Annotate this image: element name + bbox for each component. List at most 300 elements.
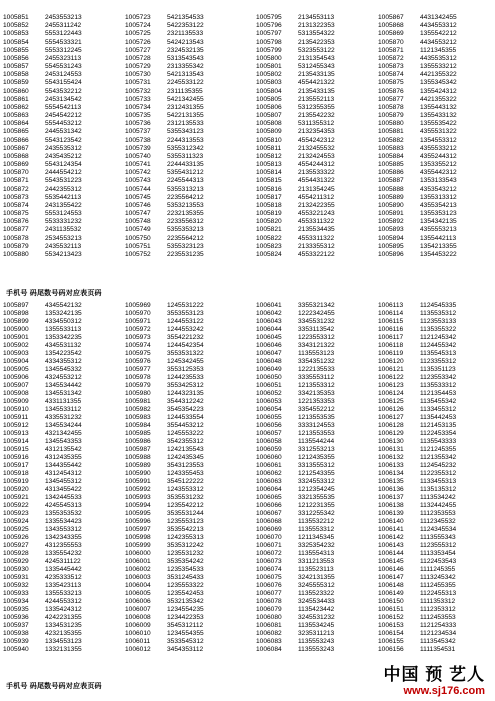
- table-row: [256, 582, 376, 590]
- table-row: [378, 210, 495, 218]
- row-code: 2244433135: [167, 161, 204, 169]
- table-row: [378, 350, 495, 358]
- row-number: 1005747: [125, 210, 151, 218]
- row-code: 4312454312: [45, 470, 82, 477]
- table-row: [125, 39, 245, 47]
- table-row: [125, 210, 245, 218]
- row-number: 1005811: [256, 144, 282, 152]
- row-number: 1005874: [378, 71, 404, 79]
- row-number: 1006148: [378, 582, 404, 589]
- table-row: [256, 186, 376, 194]
- row-code: 5554533321: [45, 38, 82, 46]
- row-number: 1005872: [3, 185, 29, 193]
- table-row: [256, 398, 376, 406]
- row-number: 1006041: [256, 302, 282, 309]
- row-code: 1132442455: [420, 502, 457, 509]
- row-number: 1006149: [378, 590, 404, 597]
- table-row: [125, 137, 245, 145]
- row-number: 1005859: [3, 79, 29, 87]
- row-number: 1006079: [256, 606, 282, 613]
- row-code: 1354453222: [420, 250, 457, 258]
- row-number: 1005925: [3, 526, 29, 533]
- row-code: 1355442113: [420, 234, 457, 242]
- row-number: 1006071: [256, 542, 282, 549]
- row-code: 1111353312: [420, 598, 456, 605]
- table-row: [3, 14, 123, 22]
- row-number: 1006147: [378, 574, 404, 581]
- row-code: 1112345532: [420, 518, 456, 525]
- row-code: 1123555312: [420, 542, 457, 549]
- table-row: [378, 47, 495, 55]
- table-row: [125, 574, 245, 582]
- row-number: 1005993: [125, 494, 151, 501]
- row-code: 2135433135: [298, 87, 335, 95]
- table-row: [125, 350, 245, 358]
- row-code: 2244313553: [167, 136, 204, 144]
- table-row: [378, 145, 495, 153]
- row-number: 1005987: [125, 446, 151, 453]
- row-number: 1006004: [125, 582, 151, 589]
- row-number: 1006144: [378, 550, 404, 557]
- table-row: [3, 30, 123, 38]
- row-code: 1353242135: [45, 310, 82, 317]
- row-code: 1124455342: [420, 342, 457, 349]
- table-row: [3, 502, 123, 510]
- row-code: 1112353312: [420, 606, 456, 613]
- row-number: 1006133: [378, 462, 404, 469]
- row-code: 1334531235: [45, 622, 82, 629]
- row-number: 1005989: [125, 462, 151, 469]
- table-row: [378, 550, 495, 558]
- watermark-title: 中国 预 艺人: [383, 665, 485, 684]
- row-number: 1005999: [125, 542, 151, 549]
- row-code: 1121355342: [420, 454, 457, 461]
- row-number: 1005867: [3, 144, 29, 152]
- row-code: 4355442312: [420, 169, 457, 177]
- row-number: 1005823: [256, 242, 282, 250]
- table-row: [256, 218, 376, 226]
- table-row: [378, 112, 495, 120]
- row-code: 5312355355: [298, 103, 335, 111]
- row-code: 1355443132: [420, 103, 457, 111]
- row-code: 5421354533: [167, 14, 204, 21]
- watermark: [384, 660, 485, 697]
- table-row: [125, 646, 245, 654]
- row-code: 3535542213: [167, 526, 204, 533]
- table-row: [125, 218, 245, 226]
- row-number: 1005728: [125, 54, 151, 62]
- row-number: 1006130: [378, 438, 404, 445]
- row-number: 1005816: [256, 185, 282, 193]
- table-row: [256, 510, 376, 518]
- table-row: [125, 542, 245, 550]
- table-row: [256, 30, 376, 38]
- row-number: 1006120: [378, 358, 404, 365]
- row-code: 5554542113: [45, 103, 82, 111]
- row-code: 1122453543: [420, 558, 457, 565]
- row-number: 1005878: [378, 103, 404, 111]
- row-number: 1006141: [378, 526, 404, 533]
- table-row: [378, 638, 495, 646]
- table-row: [125, 342, 245, 350]
- row-code: 1335554232: [45, 550, 82, 557]
- row-number: 1005807: [256, 112, 282, 120]
- table-row: [3, 622, 123, 630]
- row-number: 1005913: [3, 430, 29, 437]
- row-number: 1005990: [125, 470, 151, 477]
- row-number: 1006064: [256, 486, 282, 493]
- row-code: 1345531342: [45, 390, 82, 397]
- row-code: 1223553312: [298, 334, 335, 341]
- row-number: 1005912: [3, 422, 29, 429]
- row-number: 1005881: [378, 128, 404, 136]
- table-row: [125, 202, 245, 210]
- row-code: 5422353122: [167, 22, 204, 30]
- row-number: 1005888: [378, 185, 404, 193]
- table-row: [256, 104, 376, 112]
- table-row: [256, 251, 376, 259]
- row-number: 1006136: [378, 486, 404, 493]
- table-row: [3, 518, 123, 526]
- table-row: [125, 161, 245, 169]
- table-row: [256, 47, 376, 55]
- row-number: 1006155: [378, 638, 404, 645]
- row-number: 1006066: [256, 502, 282, 509]
- row-code: 3245531232: [298, 614, 335, 621]
- row-number: 1005908: [3, 390, 29, 397]
- row-number: 1006042: [256, 310, 282, 317]
- row-number: 1005740: [125, 152, 151, 160]
- row-code: 1212231355: [298, 502, 335, 509]
- row-number: 1005897: [3, 302, 29, 309]
- table-row: [256, 326, 376, 334]
- table-row: [378, 630, 495, 638]
- row-code: 2453553213: [45, 14, 82, 21]
- table-row: [3, 177, 123, 185]
- row-number: 1006000: [125, 550, 151, 557]
- row-code: 1121245355: [420, 446, 457, 453]
- row-number: 1005940: [3, 646, 29, 653]
- row-number: 1006151: [378, 606, 404, 613]
- row-code: 2233556312: [167, 218, 204, 226]
- table-column-3: [256, 14, 376, 259]
- table-row: [125, 590, 245, 598]
- table-row: [256, 120, 376, 128]
- row-code: 3333124553: [298, 422, 335, 429]
- row-code: 5323553122: [298, 46, 335, 54]
- row-code: 1355313312: [420, 193, 457, 201]
- row-code: 4554431322: [298, 177, 335, 185]
- row-code: 3554453212: [167, 422, 204, 429]
- row-code: 3321355535: [298, 494, 335, 501]
- row-code: 1243553312: [167, 486, 204, 493]
- row-code: 2135534435: [298, 226, 335, 234]
- row-code: 1135532212: [298, 518, 335, 525]
- table-row: [125, 534, 245, 542]
- table-row: [125, 358, 245, 366]
- table-row: [125, 622, 245, 630]
- row-code: 3531245433: [167, 574, 204, 581]
- row-code: 1335534423: [45, 518, 82, 525]
- table-row: [256, 128, 376, 136]
- row-code: 1243355453: [167, 470, 204, 477]
- row-number: 1005820: [256, 218, 282, 226]
- table-row: [378, 63, 495, 71]
- row-code: 5355431212: [167, 169, 204, 177]
- row-code: 4313455422: [45, 486, 82, 493]
- table-row: [256, 318, 376, 326]
- table-row: [378, 169, 495, 177]
- row-code: 5424213543: [167, 38, 204, 46]
- table-row: [3, 470, 123, 478]
- table-row: [3, 526, 123, 534]
- table-row: [125, 558, 245, 566]
- row-code: 5553124553: [45, 210, 82, 218]
- row-number: 1005748: [125, 218, 151, 226]
- row-code: 2135422353: [298, 38, 335, 46]
- row-code: 1355433132: [420, 112, 457, 120]
- row-code: 2431355422: [45, 201, 82, 209]
- row-number: 1005906: [3, 374, 29, 381]
- row-number: 1006135: [378, 478, 404, 485]
- table-row: [125, 169, 245, 177]
- table-row: [256, 598, 376, 606]
- row-code: 4312135542: [45, 446, 82, 453]
- table-row: [378, 326, 495, 334]
- row-code: 1121245342: [420, 334, 457, 341]
- table-row: [378, 582, 495, 590]
- row-number: 1005726: [125, 38, 151, 46]
- table-row: [3, 438, 123, 446]
- table-row: [378, 334, 495, 342]
- table-row: [3, 638, 123, 646]
- table-row: [378, 14, 495, 22]
- table-row: [3, 202, 123, 210]
- row-number: 1005983: [125, 414, 151, 421]
- table-row: [256, 88, 376, 96]
- row-number: 1006002: [125, 566, 151, 573]
- row-code: 2132424553: [298, 152, 335, 160]
- row-number: 1005887: [378, 177, 404, 185]
- row-number: 1005727: [125, 46, 151, 54]
- row-code: 1355345342: [420, 79, 457, 87]
- row-number: 1005854: [3, 38, 29, 46]
- table-row: [3, 210, 123, 218]
- row-code: 1135545313: [420, 350, 457, 357]
- row-number: 1005998: [125, 534, 151, 541]
- row-number: 1006005: [125, 590, 151, 597]
- row-number: 1005977: [125, 366, 151, 373]
- row-code: 3454353112: [167, 646, 204, 653]
- table-row: [256, 169, 376, 177]
- table-row: [378, 598, 495, 606]
- row-code: 4235333512: [45, 574, 82, 581]
- table-row: [125, 243, 245, 251]
- row-number: 1006008: [125, 614, 151, 621]
- row-number: 1005735: [125, 112, 151, 120]
- table-row: [378, 438, 495, 446]
- section-footer-note: 手机号 码尾数号码对应表页码: [6, 683, 102, 690]
- row-code: 5355353213: [167, 226, 204, 234]
- row-number: 1006123: [378, 382, 404, 389]
- table-row: [378, 390, 495, 398]
- row-code: 1135455342: [420, 398, 457, 405]
- row-code: 4554242312: [298, 136, 335, 144]
- row-code: 3325354232: [298, 542, 335, 549]
- row-code: 1345455312: [45, 478, 82, 485]
- section-footer-note: 手机号 码尾数号码对应表页码: [6, 290, 102, 297]
- row-code: 1235354533: [167, 566, 204, 573]
- table-row: [256, 96, 376, 104]
- table-row: [125, 235, 245, 243]
- row-number: 1005903: [3, 350, 29, 357]
- table-row: [3, 96, 123, 104]
- row-number: 1005938: [3, 630, 29, 637]
- table-row: [125, 96, 245, 104]
- table-row: [3, 582, 123, 590]
- row-code: 1354213355: [420, 242, 457, 250]
- table-row: [125, 502, 245, 510]
- row-number: 1005928: [3, 550, 29, 557]
- table-row: [125, 104, 245, 112]
- row-code: 1122453354: [420, 430, 457, 437]
- row-number: 1006003: [125, 574, 151, 581]
- row-number: 1005907: [3, 382, 29, 389]
- row-code: 1112453553: [420, 614, 456, 621]
- table-row: [256, 358, 376, 366]
- table-row: [3, 128, 123, 136]
- row-number: 1005876: [378, 87, 404, 95]
- row-code: 2455323113: [45, 54, 82, 62]
- row-number: 1005733: [125, 95, 151, 103]
- row-number: 1005858: [3, 71, 29, 79]
- row-number: 1006156: [378, 646, 404, 653]
- table-row: [378, 486, 495, 494]
- row-code: 1135553312: [298, 526, 335, 533]
- table-row: [125, 177, 245, 185]
- table-row: [378, 518, 495, 526]
- table-row: [125, 382, 245, 390]
- row-code: 2133355312: [298, 242, 335, 250]
- row-number: 1005817: [256, 193, 282, 201]
- table-row: [256, 558, 376, 566]
- table-row: [125, 226, 245, 234]
- row-number: 1005922: [3, 502, 29, 509]
- table-row: [3, 243, 123, 251]
- row-number: 1005741: [125, 161, 151, 169]
- row-code: 4434553312: [420, 22, 457, 30]
- row-number: 1005924: [3, 518, 29, 525]
- row-code: 2232135355: [167, 210, 204, 218]
- row-code: 1332131355: [45, 646, 82, 653]
- row-code: 4431342455: [420, 14, 457, 21]
- row-code: 1342445533: [45, 494, 82, 501]
- row-code: 5311355312: [298, 120, 335, 128]
- row-number: 1005805: [256, 95, 282, 103]
- table-row: [125, 526, 245, 534]
- row-code: 3532135342: [167, 598, 204, 605]
- table-row: [378, 398, 495, 406]
- row-code: 1242435345: [167, 454, 204, 461]
- row-number: 1005875: [378, 79, 404, 87]
- row-code: 1353342235: [45, 334, 82, 341]
- table-row: [378, 342, 495, 350]
- table-row: [256, 194, 376, 202]
- row-number: 1005877: [3, 226, 29, 234]
- row-number: 1006059: [256, 446, 282, 453]
- table-column-2: [125, 302, 245, 654]
- row-number: 1005866: [3, 136, 29, 144]
- row-code: 4312355553: [45, 542, 82, 549]
- table-row: [125, 390, 245, 398]
- row-number: 1005877: [378, 95, 404, 103]
- row-code: 1122355312: [420, 470, 457, 477]
- table-row: [378, 590, 495, 598]
- row-number: 1006011: [125, 638, 151, 645]
- row-code: 1113555343: [420, 534, 456, 541]
- row-code: 1235553123: [167, 518, 204, 525]
- table-row: [256, 235, 376, 243]
- row-number: 1006045: [256, 334, 282, 341]
- row-code: 4434553212: [420, 38, 457, 46]
- row-code: 1342343355: [45, 534, 82, 541]
- row-number: 1005857: [3, 63, 29, 71]
- table-row: [3, 137, 123, 145]
- row-number: 1006070: [256, 534, 282, 541]
- table-row: [3, 398, 123, 406]
- table-row: [378, 470, 495, 478]
- row-code: 2321135533: [167, 30, 204, 38]
- row-number: 1005934: [3, 598, 29, 605]
- table-row: [3, 590, 123, 598]
- row-code: 1343553312: [45, 526, 82, 533]
- table-row: [378, 177, 495, 185]
- row-number: 1005853: [3, 30, 29, 38]
- row-code: 1122455313: [420, 590, 457, 597]
- table-row: [256, 406, 376, 414]
- table-row: [256, 622, 376, 630]
- row-code: 5355343123: [167, 128, 204, 136]
- table-row: [3, 566, 123, 574]
- row-code: 1135534245: [298, 622, 335, 629]
- row-number: 1005982: [125, 406, 151, 413]
- row-number: 1005729: [125, 63, 151, 71]
- table-row: [3, 79, 123, 87]
- table-row: [3, 430, 123, 438]
- table-row: [3, 550, 123, 558]
- table-row: [378, 226, 495, 234]
- row-number: 1005926: [3, 534, 29, 541]
- row-number: 1005892: [378, 218, 404, 226]
- table-row: [256, 63, 376, 71]
- table-row: [3, 454, 123, 462]
- row-number: 1005750: [125, 234, 151, 242]
- row-number: 1005869: [3, 161, 29, 169]
- table-row: [125, 454, 245, 462]
- row-code: 1113534242: [420, 494, 456, 501]
- table-row: [256, 502, 376, 510]
- row-number: 1005815: [256, 177, 282, 185]
- table-column-4: [378, 14, 495, 259]
- row-code: 3242131355: [298, 574, 335, 581]
- table-row: [256, 478, 376, 486]
- row-code: 5543532212: [45, 87, 82, 95]
- table-row: [125, 63, 245, 71]
- row-number: 1005731: [125, 79, 151, 87]
- row-code: 2235564212: [167, 193, 204, 201]
- row-code: 5553122443: [45, 30, 82, 38]
- table-row: [256, 414, 376, 422]
